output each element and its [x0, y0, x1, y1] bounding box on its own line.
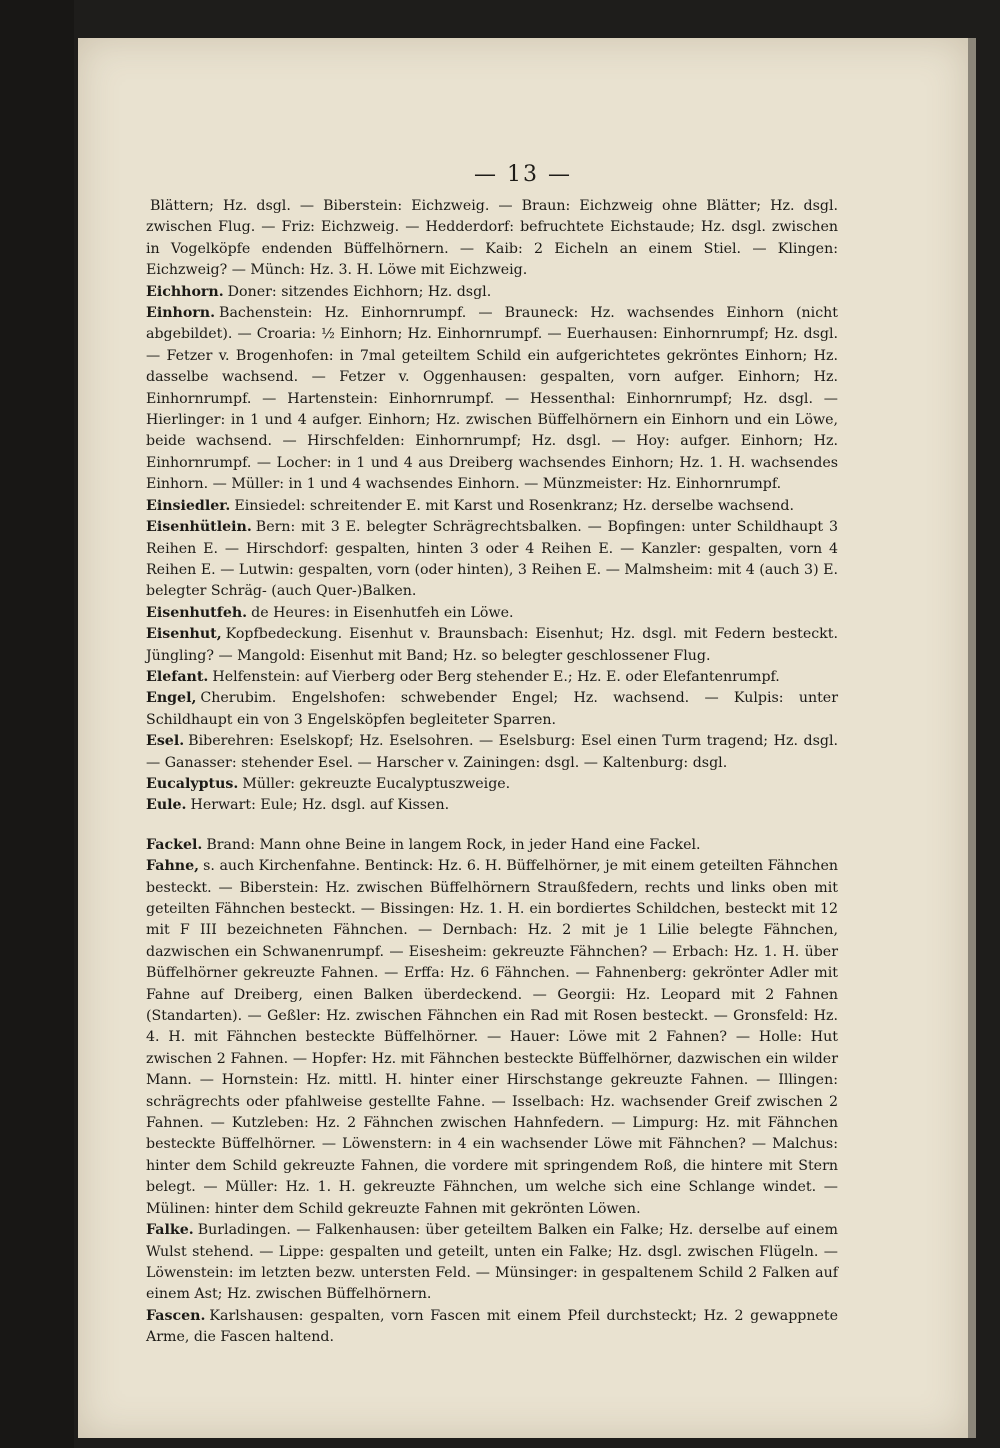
document-page — [78, 38, 968, 1438]
entry-head: Fackel. — [146, 836, 203, 853]
entry-text: Einsiedel: schreitender E. mit Karst und Rosenkranz; Hz. derselbe wachsend. — [234, 497, 794, 514]
entry-text: de Heures: in Eisenhutfeh ein Löwe. — [251, 604, 514, 621]
entry-text: Brand: Mann ohne Beine in langem Rock, in jeder Hand eine Fackel. — [206, 836, 701, 853]
entry-fahne — [146, 856, 838, 1220]
entry-text: Biberehren: Eselskopf; Hz. Eselsohren. — Eselsburg: Esel einen Turm tragend; Hz. dsgl. — Ganasser: stehender Esel. — Harscher v. Zainingen: dsgl. — Kaltenburg: dsgl. — [146, 733, 838, 771]
entry-head: Esel. — [146, 733, 185, 750]
text-body — [146, 196, 838, 1349]
entry-engel — [146, 688, 838, 731]
entry-fackel — [146, 835, 838, 856]
entry-eucalyptus — [146, 774, 838, 795]
entry-text: Herwart: Eule; Hz. dsgl. auf Kissen. — [190, 797, 450, 814]
entry-head: Eichhorn. — [146, 283, 224, 300]
entry-text: Burladingen. — Falkenhausen: über geteiltem Balken ein Falke; Hz. derselbe auf einem Wulst stehend. — Lippe: gespalten und geteilt, unten ein Falke; Hz. dsgl. zwischen Flügeln. — Löwenstein: im letzten bezw. untersten Feld. — Münsinger: in gespaltenem Schild 2 Falken auf einem Ast; Hz. zwischen Büffelhörnern. — [146, 1222, 838, 1303]
entry-head: Fahne, — [146, 858, 200, 875]
entry-text: Helfenstein: auf Vierberg oder Berg stehender E.; Hz. E. oder Elefantenrumpf. — [212, 668, 780, 685]
entry-eisenhutfeh — [146, 603, 838, 624]
entry-eule — [146, 795, 838, 816]
entry-head: Elefant. — [146, 668, 209, 685]
entry-falke — [146, 1220, 838, 1306]
page-number: — 13 — — [474, 162, 572, 187]
entry-esel — [146, 731, 838, 774]
entry-elefant — [146, 667, 838, 688]
entry-text: Doner: sitzendes Eichhorn; Hz. dsgl. — [227, 283, 492, 300]
entry-head: Falke. — [146, 1222, 194, 1239]
entry-einsiedler — [146, 496, 838, 517]
entry-text: Bachenstein: Hz. Einhornrumpf. — Brauneck: Hz. wachsendes Einhorn (nicht abgebildet). — Croaria: ½ Einhorn; Hz. Einhornrumpf. — Euerhausen: Einhornrumpf; Hz. dsgl. — Fetzer v. Brogenhofen: in 7mal geteiltem Schild ein aufgerichtetes gekröntes Einhorn; Hz. dasselbe wachsend. — Fetzer v. Oggenhausen: gespalten, vorn aufger. Einhorn; Hz. Einhornrumpf. — Hartenstein: Einhornrumpf. — Hessenthal: Einhornrumpf; Hz. dsgl. — Hierlinger: in 1 und 4 aufger. Einhorn; Hz. zwischen Büffelhörnern ein Einhorn und ein Löwe, beide wachsend. — Hirschfelden: Einhornrumpf; Hz. dsgl. — Hoy: aufger. Einhorn; Hz. Einhornrumpf. — Locher: in 1 und 4 aus Dreiberg wachsendes Einhorn; Hz. 1. H. wachsendes Einhorn. — Müller: in 1 und 4 wachsendes Einhorn. — Münzmeister: Hz. Einhornrumpf. — [146, 305, 838, 493]
entry-head: Eisenhut, — [146, 626, 222, 643]
entry-eisenhuetlein — [146, 517, 838, 603]
entry-head: Einsiedler. — [146, 497, 231, 514]
entry-text: Karlshausen: gespalten, vorn Fascen mit einem Pfeil durchsteckt; Hz. 2 gewappnete Arme, die Fascen haltend. — [146, 1307, 838, 1346]
entry-text: Blättern; Hz. dsgl. — Biberstein: Eichzweig. — Braun: Eichzweig ohne Blätter; Hz. dsgl. zwischen Flug. — Friz: Eichzweig. — Hedderdorf: befruchtete Eichstaude; Hz. dsgl. zwischen in Vogelköpfe endenden Büffelhörnern. — Kaib: 2 Eicheln an einem Stiel. — Klingen: Eichzweig? — Münch: Hz. 3. H. Löwe mit Eichzweig. — [146, 198, 838, 279]
entry-text: Kopfbedeckung. Eisenhut v. Braunsbach: Eisenhut; Hz. dsgl. mit Federn besteckt. Jüngling? — Mangold: Eisenhut mit Band; Hz. so belegter geschlossener Flug. — [146, 626, 838, 664]
entry-head: Fascen. — [146, 1307, 206, 1324]
entry-head: Eule. — [146, 797, 187, 814]
entry-head: Eucalyptus. — [146, 775, 239, 792]
book-spine-strip — [0, 0, 74, 1448]
entry-head: Einhorn. — [146, 305, 216, 322]
entry-text: Cherubim. Engelshofen: schwebender Engel; Hz. wachsend. — Kulpis: unter Schildhaupt ein von 3 Engelsköpfen begleiteter Sparren. — [146, 690, 838, 728]
entry-head: Engel, — [146, 690, 197, 707]
entry-head: Eisenhutfeh. — [146, 604, 248, 621]
entry-text: Müller: gekreuzte Eucalyptuszweige. — [242, 775, 511, 792]
entry-einhorn — [146, 303, 838, 496]
entry-text: Bern: mit 3 E. belegter Schrägrechtsbalken. — Bopfingen: unter Schildhaupt 3 Reihen E. — Hirschdorf: gespalten, hinten 3 oder 4 Reihen E. — Kanzler: gespalten, vorn 4 Reihen E. — Lutwin: gespalten, vorn (oder hinten), 3 Reihen E. — Malmsheim: mit 4 (auch 3) E. belegter Schräg- (auch Quer-)Balken. — [146, 519, 838, 600]
entry-eichhorn — [146, 282, 838, 303]
entry-fascen — [146, 1306, 838, 1349]
entry-continuation — [146, 196, 838, 282]
entry-head: Eisenhütlein. — [146, 519, 252, 536]
entry-eisenhut — [146, 624, 838, 667]
entry-text: s. auch Kirchenfahne. Bentinck: Hz. 6. H. Büffelhörner, je mit einem geteilten Fähnchen besteckt. — Biberstein: Hz. zwischen Büffelhörnern Straußfedern, rechts und links oben mit geteilten Fähnchen besteckt. — Bissingen: Hz. 1. H. ein bordiertes Schildchen, besteckt mit 12 mit F III bezeichneten Fähnchen. — Dernbach: Hz. 2 mit je 1 Lilie belegte Fähnchen, dazwischen ein Schwanenrumpf. — Eisesheim: gekreuzte Fähnchen? — Erbach: Hz. 1. H. über Büffelhörner gekreuzte Fahnen. — Erffa: Hz. 6 Fähnchen. — Fahnenberg: gekrönter Adler mit Fahne auf Dreiberg, einen Balken überdeckend. — Georgii: Hz. Leopard mit 2 Fahnen (Standarten). — Geßler: Hz. zwischen Fähnchen ein Rad mit Rosen besteckt. — Gronsfeld: Hz. 4. H. mit Fähnchen besteckte Büffelhörner. — Hauer: Löwe mit 2 Fahnen? — Holle: Hut zwischen 2 Fahnen. — Hopfer: Hz. mit Fähnchen besteckte Büffelhörner, dazwischen ein wilder Mann. — Hornstein: Hz. mittl. H. hinter einer Hirschstange gekreuzte Fahnen. — Illingen: schrägrechts oder pfahlweise gestellte Fahne. — Isselbach: Hz. wachsender Greif zwischen 2 Fahnen. — Kutzleben: Hz. 2 Fähnchen zwischen Hahnfedern. — Limpurg: Hz. mit Fähnchen besteckte Büffelhörner. — Löwenstern: in 4 ein wachsender Löwe mit Fähnchen? — Malchus: hinter dem Schild gekreuzte Fahnen, die vordere mit springendem Roß, die hintere mit Stern belegt. — Müller: Hz. 1. H. gekreuzte Fähnchen, um welche sich eine Schlange windet. — Mülinen: hinter dem Schild gekreuzte Fahnen mit gekrönten Löwen. — [146, 858, 838, 1217]
